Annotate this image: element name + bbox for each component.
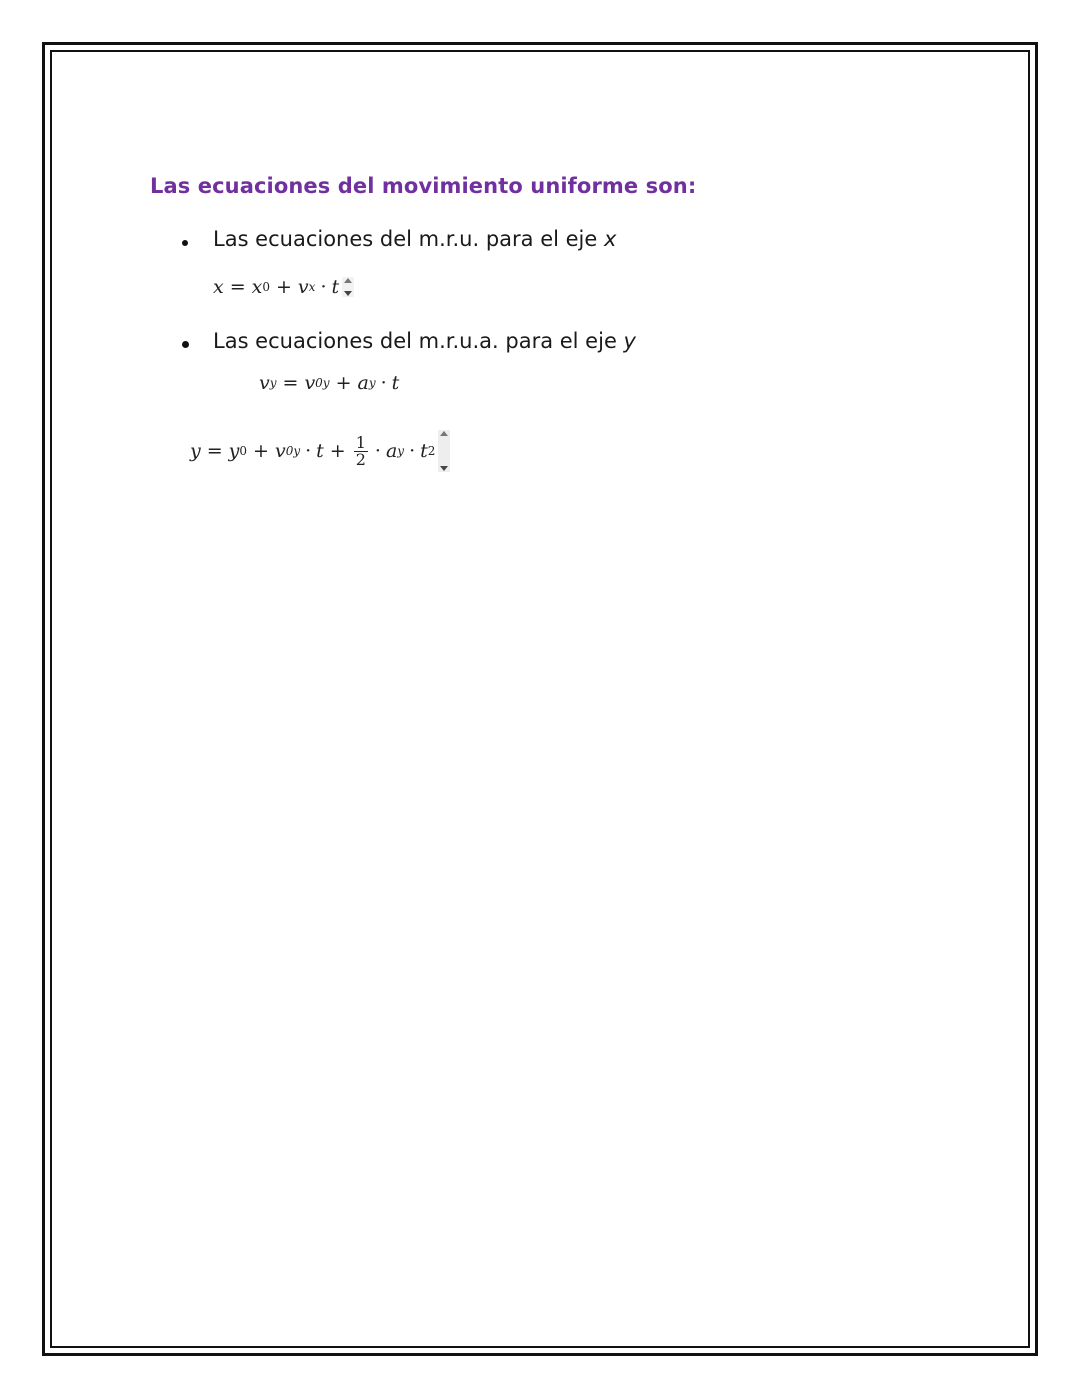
spinner-up-icon[interactable] — [344, 278, 352, 283]
spinner-down-icon[interactable] — [344, 291, 352, 296]
eq-subscript: y — [368, 376, 376, 390]
eq-symbol: x — [213, 276, 224, 298]
eq-subscript: 0 — [262, 280, 270, 294]
spinner-up-icon[interactable] — [440, 431, 448, 436]
eq-symbol: t — [331, 276, 340, 298]
section-heading: Las ecuaciones del movimiento uniforme son: — [150, 174, 697, 198]
eq-superscript: 2 — [427, 444, 436, 458]
eq-operator: + — [329, 440, 346, 462]
eq-operator: = — [282, 372, 299, 394]
eq-subscript: x — [308, 280, 316, 294]
eq-symbol: t — [391, 372, 400, 394]
eq-symbol: v — [297, 276, 309, 298]
eq-operator: · — [320, 276, 327, 298]
eq-operator: · — [374, 440, 381, 462]
axis-label: x — [604, 227, 617, 251]
eq-subscript: 0 — [239, 444, 248, 458]
spinner-arrows-icon[interactable] — [342, 277, 354, 297]
eq-operator: · — [380, 372, 387, 394]
eq-symbol: a — [385, 440, 398, 462]
eq-symbol: y — [190, 440, 201, 462]
bullet-dot-icon — [182, 341, 189, 348]
bullet-dot-icon — [182, 240, 188, 246]
eq-symbol: t — [316, 440, 324, 462]
axis-label: y — [623, 329, 636, 353]
equation-mrua-velocity — [259, 369, 399, 397]
equation-mru-x — [213, 274, 354, 300]
eq-subscript: y — [269, 376, 277, 390]
eq-operator: · — [409, 440, 416, 462]
spinner-down-icon[interactable] — [440, 466, 448, 471]
eq-operator: = — [206, 440, 223, 462]
fraction-denominator: 2 — [355, 449, 366, 469]
eq-operator: + — [335, 372, 352, 394]
eq-symbol: v — [274, 440, 286, 462]
eq-subscript: 0y — [315, 376, 330, 390]
eq-operator: · — [305, 440, 312, 462]
eq-operator: = — [229, 276, 246, 298]
eq-subscript: y — [397, 444, 405, 458]
eq-symbol: y — [228, 440, 240, 462]
list-item-label: Las ecuaciones del m.r.u.a. para el eje — [213, 329, 624, 353]
eq-operator: + — [253, 440, 269, 462]
list-item-mrua — [213, 329, 636, 353]
fraction — [354, 432, 368, 469]
spinner-arrows-icon[interactable] — [438, 430, 450, 472]
eq-symbol: v — [304, 372, 316, 394]
eq-symbol: v — [259, 372, 270, 394]
eq-symbol: t — [420, 440, 428, 462]
eq-subscript: 0y — [285, 444, 301, 458]
list-item-mru — [213, 227, 616, 251]
eq-symbol: x — [251, 276, 263, 298]
eq-operator: + — [276, 276, 292, 298]
list-item-label: Las ecuaciones del m.r.u. para el eje — [213, 227, 604, 251]
eq-symbol: a — [357, 372, 369, 394]
fraction-numerator: 1 — [355, 432, 366, 452]
equation-mrua-position — [190, 428, 450, 474]
